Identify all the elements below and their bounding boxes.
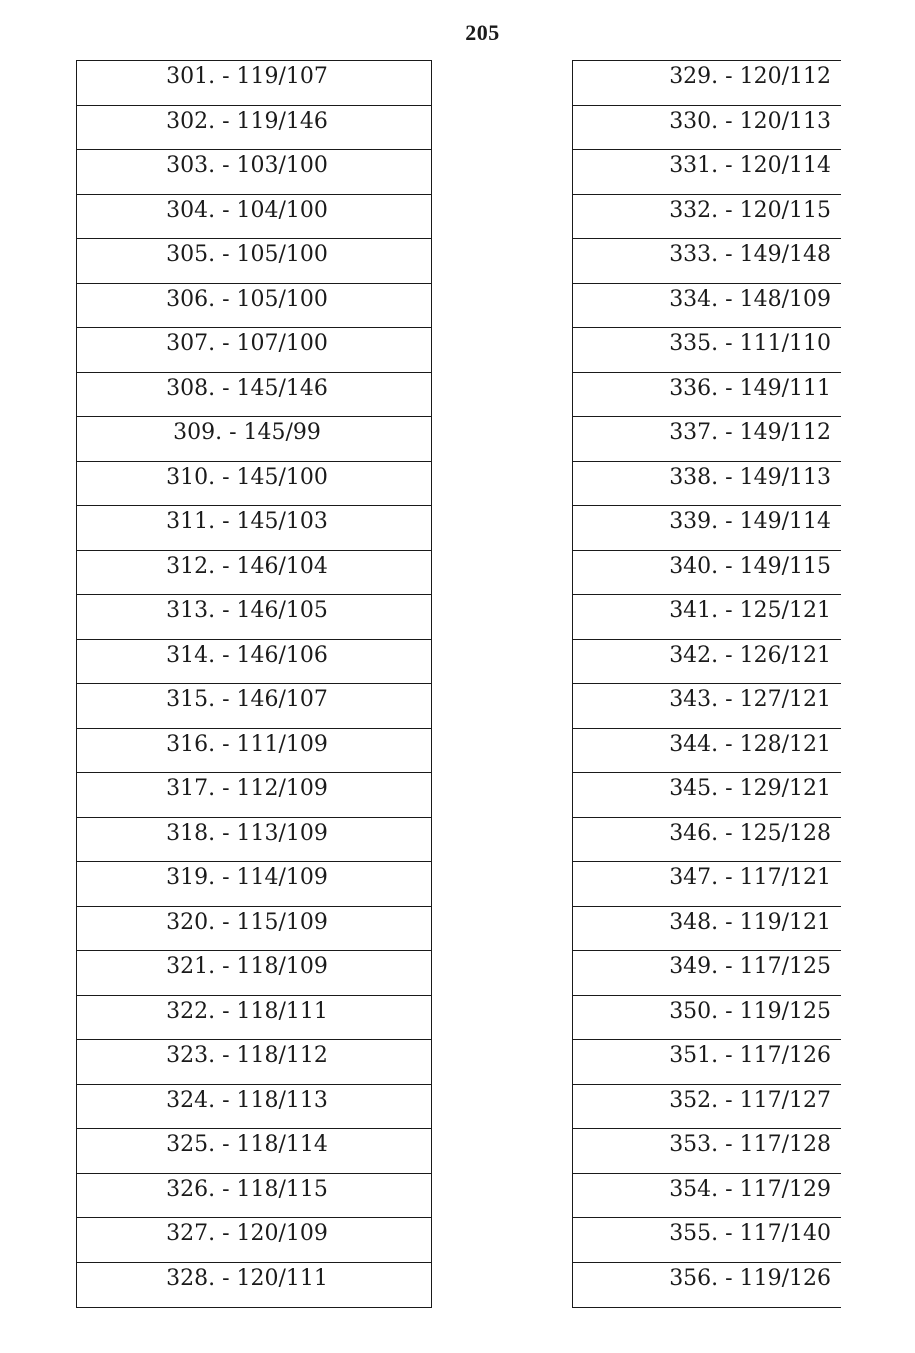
table-row: 306. - 105/100 (77, 284, 431, 329)
table-row: 326. - 118/115 (77, 1174, 431, 1219)
right-entry-table (572, 60, 841, 1308)
table-row: 308. - 145/146 (77, 373, 431, 418)
table-row: 304. - 104/100 (77, 195, 431, 240)
table-row: 339. - 149/114 (573, 506, 841, 551)
table-row: 355. - 117/140 (573, 1218, 841, 1263)
table-row: 329. - 120/112 (573, 61, 841, 106)
table-row: 310. - 145/100 (77, 462, 431, 507)
table-row: 305. - 105/100 (77, 239, 431, 284)
table-row: 340. - 149/115 (573, 551, 841, 596)
table-row: 345. - 129/121 (573, 773, 841, 818)
table-row: 342. - 126/121 (573, 640, 841, 685)
table-row: 351. - 117/126 (573, 1040, 841, 1085)
table-row: 311. - 145/103 (77, 506, 431, 551)
table-row: 320. - 115/109 (77, 907, 431, 952)
table-row: 346. - 125/128 (573, 818, 841, 863)
table-row: 316. - 111/109 (77, 729, 431, 774)
table-row: 348. - 119/121 (573, 907, 841, 952)
table-row: 335. - 111/110 (573, 328, 841, 373)
table-row: 309. - 145/99 (77, 417, 431, 462)
page-number: 205 (465, 20, 500, 45)
table-row: 322. - 118/111 (77, 996, 431, 1041)
table-row: 325. - 118/114 (77, 1129, 431, 1174)
table-row: 301. - 119/107 (77, 61, 431, 106)
table-row: 319. - 114/109 (77, 862, 431, 907)
table-row: 302. - 119/146 (77, 106, 431, 151)
table-row: 312. - 146/104 (77, 551, 431, 596)
table-row: 343. - 127/121 (573, 684, 841, 729)
table-row: 350. - 119/125 (573, 996, 841, 1041)
table-row: 347. - 117/121 (573, 862, 841, 907)
table-row: 314. - 146/106 (77, 640, 431, 685)
table-row: 307. - 107/100 (77, 328, 431, 373)
table-row: 315. - 146/107 (77, 684, 431, 729)
table-row: 318. - 113/109 (77, 818, 431, 863)
left-entry-table (76, 60, 432, 1308)
table-row: 353. - 117/128 (573, 1129, 841, 1174)
table-row: 324. - 118/113 (77, 1085, 431, 1130)
table-row: 330. - 120/113 (573, 106, 841, 151)
table-row: 334. - 148/109 (573, 284, 841, 329)
table-row: 317. - 112/109 (77, 773, 431, 818)
table-row: 323. - 118/112 (77, 1040, 431, 1085)
table-row: 303. - 103/100 (77, 150, 431, 195)
table-row: 337. - 149/112 (573, 417, 841, 462)
table-row: 321. - 118/109 (77, 951, 431, 996)
table-row: 338. - 149/113 (573, 462, 841, 507)
table-row: 328. - 120/111 (166, 1265, 328, 1291)
table-row: 344. - 128/121 (573, 729, 841, 774)
table-row: 349. - 117/125 (573, 951, 841, 996)
table-row: 354. - 117/129 (573, 1174, 841, 1219)
table-row: 341. - 125/121 (573, 595, 841, 640)
table-row: 327. - 120/109 (77, 1218, 431, 1263)
table-row: 333. - 149/148 (573, 239, 841, 284)
table-row: 332. - 120/115 (573, 195, 841, 240)
table-row: 331. - 120/114 (573, 150, 841, 195)
table-row: 356. - 119/126 (669, 1265, 831, 1291)
table-row: 313. - 146/105 (77, 595, 431, 640)
table-row: 336. - 149/111 (573, 373, 841, 418)
table-row: 352. - 117/127 (573, 1085, 841, 1130)
